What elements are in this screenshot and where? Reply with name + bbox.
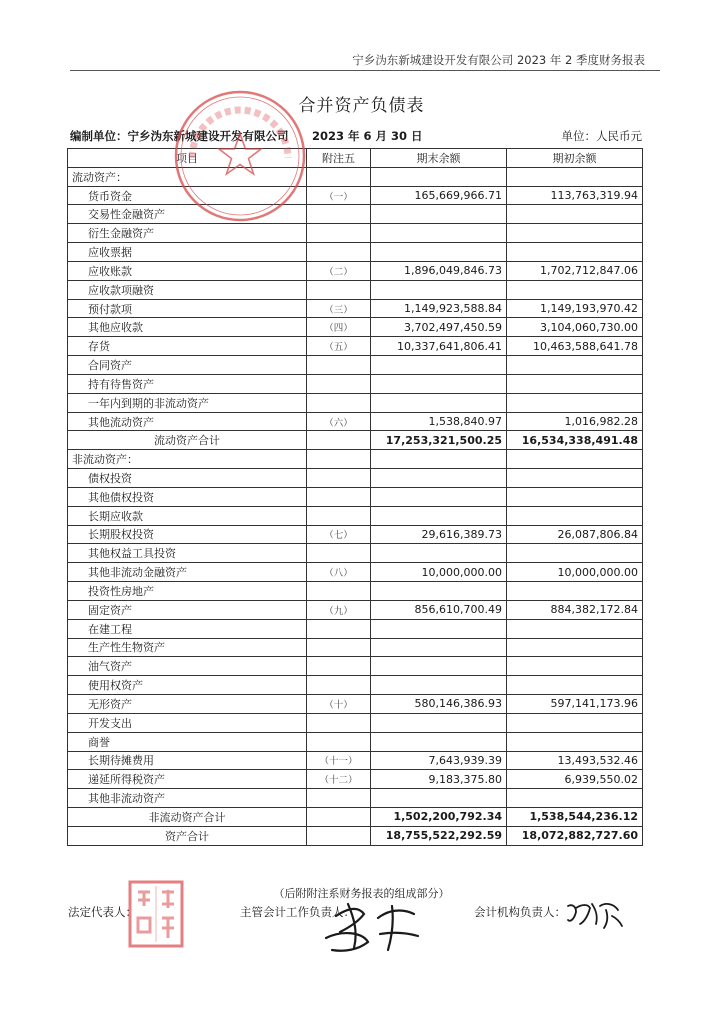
row-note bbox=[307, 789, 371, 808]
row-note bbox=[307, 205, 371, 224]
header-item: 项目 bbox=[68, 149, 307, 168]
report-header-title: 宁乡沩东新城建设开发有限公司 2023 年 2 季度财务报表 bbox=[352, 53, 645, 67]
table-row bbox=[68, 807, 643, 826]
row-item-label: 固定资产 bbox=[68, 600, 307, 619]
table-row bbox=[68, 318, 643, 337]
row-item-label: 长期待摊费用 bbox=[68, 751, 307, 770]
row-end-balance bbox=[371, 167, 507, 186]
row-begin-balance: 884,382,172.84 bbox=[507, 600, 643, 619]
row-item-label: 衍生金融资产 bbox=[68, 224, 307, 243]
row-note bbox=[307, 657, 371, 676]
currency-unit: 单位：人民币元 bbox=[561, 129, 642, 143]
row-note: （五） bbox=[307, 337, 371, 356]
row-item-label: 递延所得税资产 bbox=[68, 770, 307, 789]
row-begin-balance bbox=[507, 657, 643, 676]
table-row bbox=[68, 770, 643, 789]
row-end-balance: 18,755,522,292.59 bbox=[371, 826, 507, 845]
row-begin-balance: 13,493,532.46 bbox=[507, 751, 643, 770]
row-end-balance bbox=[371, 676, 507, 695]
row-end-balance bbox=[371, 243, 507, 262]
row-end-balance bbox=[371, 393, 507, 412]
row-note bbox=[307, 393, 371, 412]
row-begin-balance: 16,534,338,491.48 bbox=[507, 431, 643, 450]
row-end-balance bbox=[371, 469, 507, 488]
row-note bbox=[307, 544, 371, 563]
row-note bbox=[307, 469, 371, 488]
row-end-balance bbox=[371, 205, 507, 224]
row-item-label: 商誉 bbox=[68, 732, 307, 751]
company-seal-icon bbox=[170, 86, 310, 226]
row-item-label: 其他权益工具投资 bbox=[68, 544, 307, 563]
row-begin-balance: 10,000,000.00 bbox=[507, 563, 643, 582]
row-end-balance: 1,502,200,792.34 bbox=[371, 807, 507, 826]
row-item-label: 其他流动资产 bbox=[68, 412, 307, 431]
row-item-label: 应收账款 bbox=[68, 261, 307, 280]
row-end-balance: 9,183,375.80 bbox=[371, 770, 507, 789]
row-end-balance: 17,253,321,500.25 bbox=[371, 431, 507, 450]
table-row bbox=[68, 544, 643, 563]
row-begin-balance bbox=[507, 789, 643, 808]
table-row bbox=[68, 826, 643, 845]
row-note bbox=[307, 356, 371, 375]
row-begin-balance bbox=[507, 487, 643, 506]
row-item-label: 存货 bbox=[68, 337, 307, 356]
row-note bbox=[307, 450, 371, 469]
table-row bbox=[68, 657, 643, 676]
table-row bbox=[68, 695, 643, 714]
row-item-label: 其他应收款 bbox=[68, 318, 307, 337]
row-begin-balance bbox=[507, 280, 643, 299]
row-end-balance bbox=[371, 374, 507, 393]
table-row bbox=[68, 487, 643, 506]
table-row bbox=[68, 525, 643, 544]
row-note: （二） bbox=[307, 261, 371, 280]
row-end-balance bbox=[371, 657, 507, 676]
row-begin-balance bbox=[507, 506, 643, 525]
header-begin-balance: 期初余额 bbox=[507, 149, 643, 168]
table-row bbox=[68, 167, 643, 186]
balance-sheet-table bbox=[67, 148, 643, 846]
row-note: （一） bbox=[307, 186, 371, 205]
row-begin-balance bbox=[507, 676, 643, 695]
row-begin-balance bbox=[507, 224, 643, 243]
header-divider bbox=[70, 70, 660, 71]
table-row bbox=[68, 412, 643, 431]
row-end-balance bbox=[371, 713, 507, 732]
row-note bbox=[307, 487, 371, 506]
row-begin-balance bbox=[507, 374, 643, 393]
table-row bbox=[68, 393, 643, 412]
row-begin-balance bbox=[507, 469, 643, 488]
table-row bbox=[68, 224, 643, 243]
row-end-balance bbox=[371, 506, 507, 525]
row-item-label: 长期应收款 bbox=[68, 506, 307, 525]
row-end-balance: 1,538,840.97 bbox=[371, 412, 507, 431]
table-row bbox=[68, 431, 643, 450]
row-end-balance: 3,702,497,450.59 bbox=[371, 318, 507, 337]
row-item-label: 流动资产合计 bbox=[68, 431, 307, 450]
row-end-balance bbox=[371, 789, 507, 808]
name-stamp-icon bbox=[128, 880, 184, 948]
row-item-label: 油气资产 bbox=[68, 657, 307, 676]
row-end-balance bbox=[371, 487, 507, 506]
row-end-balance: 29,616,389.73 bbox=[371, 525, 507, 544]
table-header-row bbox=[68, 149, 643, 168]
row-item-label: 非流动资产合计 bbox=[68, 807, 307, 826]
row-note: （三） bbox=[307, 299, 371, 318]
row-begin-balance bbox=[507, 582, 643, 601]
row-end-balance: 7,643,939.39 bbox=[371, 751, 507, 770]
row-end-balance bbox=[371, 582, 507, 601]
table-row bbox=[68, 713, 643, 732]
signature-accounting-org-head-icon bbox=[562, 896, 626, 932]
row-end-balance bbox=[371, 732, 507, 751]
row-note: （十二） bbox=[307, 770, 371, 789]
row-end-balance bbox=[371, 280, 507, 299]
row-note bbox=[307, 224, 371, 243]
row-item-label: 应收款项融资 bbox=[68, 280, 307, 299]
row-note bbox=[307, 676, 371, 695]
row-item-label: 其他债权投资 bbox=[68, 487, 307, 506]
row-item-label: 开发支出 bbox=[68, 713, 307, 732]
accounting-org-head-label: 会计机构负责人： bbox=[474, 905, 566, 919]
header-end-balance: 期末余额 bbox=[371, 149, 507, 168]
row-item-label: 持有待售资产 bbox=[68, 374, 307, 393]
row-end-balance: 1,896,049,846.73 bbox=[371, 261, 507, 280]
row-item-label: 在建工程 bbox=[68, 619, 307, 638]
row-begin-balance bbox=[507, 450, 643, 469]
row-item-label: 合同资产 bbox=[68, 356, 307, 375]
row-end-balance bbox=[371, 224, 507, 243]
table-row bbox=[68, 506, 643, 525]
row-item-label: 使用权资产 bbox=[68, 676, 307, 695]
row-note bbox=[307, 826, 371, 845]
row-begin-balance bbox=[507, 167, 643, 186]
table-row bbox=[68, 186, 643, 205]
table-row bbox=[68, 676, 643, 695]
legal-representative-label: 法定代表人： bbox=[68, 905, 137, 919]
row-item-label: 无形资产 bbox=[68, 695, 307, 714]
row-item-label: 投资性房地产 bbox=[68, 582, 307, 601]
row-note bbox=[307, 582, 371, 601]
row-end-balance bbox=[371, 356, 507, 375]
row-note bbox=[307, 243, 371, 262]
table-row bbox=[68, 732, 643, 751]
row-begin-balance bbox=[507, 393, 643, 412]
row-end-balance: 1,149,923,588.84 bbox=[371, 299, 507, 318]
table-row bbox=[68, 563, 643, 582]
row-note: （九） bbox=[307, 600, 371, 619]
row-item-label: 非流动资产： bbox=[68, 450, 307, 469]
table-row bbox=[68, 374, 643, 393]
row-end-balance: 10,337,641,806.41 bbox=[371, 337, 507, 356]
row-begin-balance bbox=[507, 638, 643, 657]
row-item-label: 预付款项 bbox=[68, 299, 307, 318]
row-item-label: 其他非流动资产 bbox=[68, 789, 307, 808]
table-row bbox=[68, 261, 643, 280]
row-item-label: 生产性生物资产 bbox=[68, 638, 307, 657]
row-begin-balance bbox=[507, 713, 643, 732]
report-meta bbox=[70, 128, 642, 144]
table-row bbox=[68, 582, 643, 601]
row-begin-balance: 10,463,588,641.78 bbox=[507, 337, 643, 356]
page-title: 合并资产负债表 bbox=[298, 96, 425, 116]
row-note bbox=[307, 619, 371, 638]
row-end-balance: 856,610,700.49 bbox=[371, 600, 507, 619]
row-end-balance bbox=[371, 544, 507, 563]
row-note: （八） bbox=[307, 563, 371, 582]
row-note bbox=[307, 807, 371, 826]
table-row bbox=[68, 356, 643, 375]
row-note: （十一） bbox=[307, 751, 371, 770]
row-end-balance: 580,146,386.93 bbox=[371, 695, 507, 714]
table-row bbox=[68, 600, 643, 619]
row-begin-balance: 113,763,319.94 bbox=[507, 186, 643, 205]
row-begin-balance: 597,141,173.96 bbox=[507, 695, 643, 714]
compiling-company: 编制单位：宁乡沩东新城建设开发有限公司 bbox=[70, 129, 289, 143]
table-row bbox=[68, 469, 643, 488]
row-begin-balance bbox=[507, 544, 643, 563]
table-row bbox=[68, 280, 643, 299]
row-begin-balance: 3,104,060,730.00 bbox=[507, 318, 643, 337]
row-begin-balance: 1,016,982.28 bbox=[507, 412, 643, 431]
table-row bbox=[68, 450, 643, 469]
accounting-head-label: 主管会计工作负责人： bbox=[240, 905, 355, 919]
row-note: （十） bbox=[307, 695, 371, 714]
row-begin-balance: 1,149,193,970.42 bbox=[507, 299, 643, 318]
row-begin-balance: 6,939,550.02 bbox=[507, 770, 643, 789]
row-item-label: 交易性金融资产 bbox=[68, 205, 307, 224]
row-item-label: 流动资产： bbox=[68, 167, 307, 186]
table-row bbox=[68, 638, 643, 657]
table-row bbox=[68, 299, 643, 318]
footnote: （后附附注系财务报表的组成部分） bbox=[273, 887, 450, 900]
table-row bbox=[68, 751, 643, 770]
row-begin-balance bbox=[507, 732, 643, 751]
row-begin-balance bbox=[507, 619, 643, 638]
row-item-label: 应收票据 bbox=[68, 243, 307, 262]
row-note: （七） bbox=[307, 525, 371, 544]
row-begin-balance bbox=[507, 356, 643, 375]
row-note: （四） bbox=[307, 318, 371, 337]
row-item-label: 债权投资 bbox=[68, 469, 307, 488]
row-end-balance: 10,000,000.00 bbox=[371, 563, 507, 582]
row-item-label: 一年内到期的非流动资产 bbox=[68, 393, 307, 412]
row-item-label: 货币资金 bbox=[68, 186, 307, 205]
row-item-label: 长期股权投资 bbox=[68, 525, 307, 544]
table-row bbox=[68, 619, 643, 638]
row-begin-balance: 1,702,712,847.06 bbox=[507, 261, 643, 280]
row-note bbox=[307, 638, 371, 657]
row-note bbox=[307, 732, 371, 751]
row-note bbox=[307, 431, 371, 450]
row-end-balance bbox=[371, 638, 507, 657]
row-note bbox=[307, 374, 371, 393]
row-item-label: 其他非流动金融资产 bbox=[68, 563, 307, 582]
row-end-balance bbox=[371, 619, 507, 638]
row-begin-balance: 1,538,544,236.12 bbox=[507, 807, 643, 826]
row-note bbox=[307, 167, 371, 186]
table-row bbox=[68, 243, 643, 262]
row-note bbox=[307, 280, 371, 299]
row-begin-balance: 26,087,806.84 bbox=[507, 525, 643, 544]
row-begin-balance: 18,072,882,727.60 bbox=[507, 826, 643, 845]
signature-accounting-head-icon bbox=[318, 888, 428, 960]
row-note bbox=[307, 506, 371, 525]
header-note: 附注五 bbox=[307, 149, 371, 168]
row-end-balance bbox=[371, 450, 507, 469]
row-begin-balance bbox=[507, 205, 643, 224]
row-item-label: 资产合计 bbox=[68, 826, 307, 845]
table-row bbox=[68, 205, 643, 224]
report-date: 2023 年 6 月 30 日 bbox=[312, 129, 423, 143]
row-note: （六） bbox=[307, 412, 371, 431]
row-note bbox=[307, 713, 371, 732]
table-row bbox=[68, 789, 643, 808]
table-row bbox=[68, 337, 643, 356]
row-end-balance: 165,669,966.71 bbox=[371, 186, 507, 205]
row-begin-balance bbox=[507, 243, 643, 262]
